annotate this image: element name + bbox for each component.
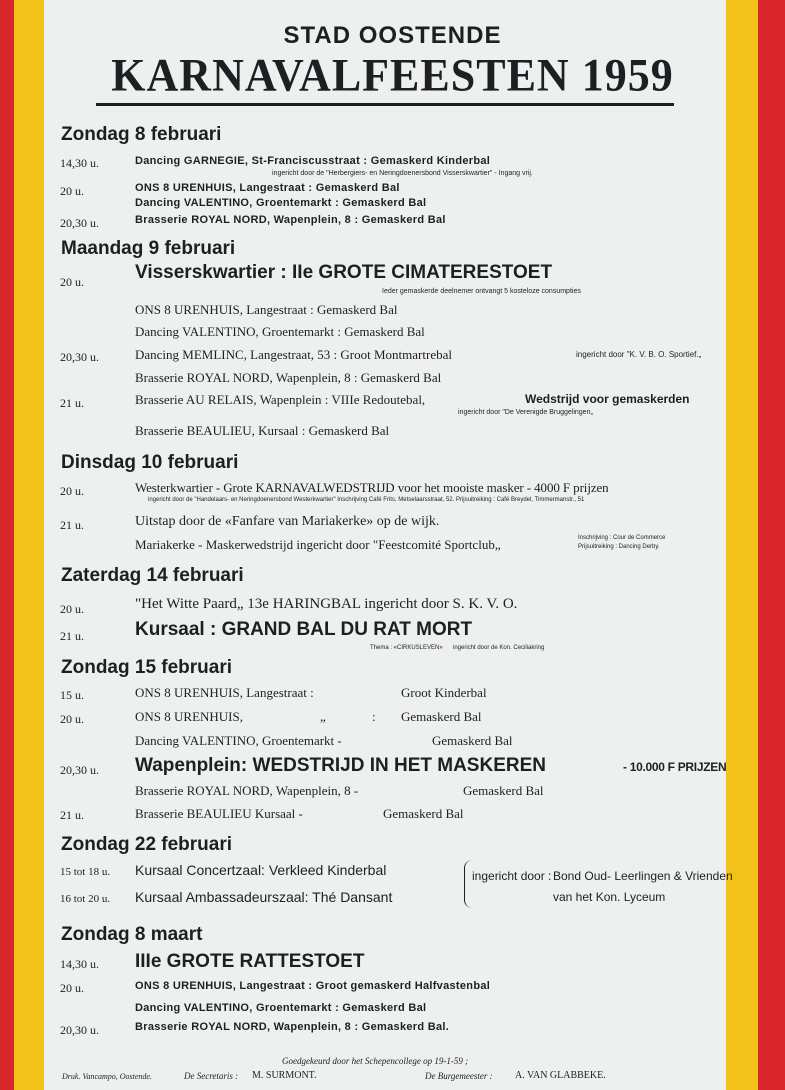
event-highlight: IIIe GROTE RATTESTOET: [135, 951, 365, 972]
event-time: 20,30 u.: [60, 350, 99, 364]
event-text: Dancing VALENTINO, Groentemarkt : Gemaskerd Bal: [135, 197, 427, 209]
event-text: ONS 8 URENHUIS, Langestraat : Gemaskerd Bal: [135, 182, 400, 194]
day-heading: Zondag 8 februari: [61, 124, 222, 145]
event-highlight: Wapenplein: WEDSTRIJD IN HET MASKEREN: [135, 755, 546, 776]
event-text: Gemaskerd Bal: [401, 709, 482, 724]
event-time: 14,30 u.: [60, 957, 99, 971]
event-text: Dancing VALENTINO, Groentemarkt : Gemaskerd Bal: [135, 324, 425, 339]
event-time: 21 u.: [60, 396, 84, 410]
event-time: 15 tot 18 u.: [60, 866, 111, 878]
event-time: 21 u.: [60, 629, 84, 643]
event-note: Ieder gemaskerde deelnemer ontvangt 5 kosteloze consumpties: [382, 288, 581, 295]
event-text: Dancing MEMLINC, Langestraat, 53 : Groot Montmartrebal: [135, 347, 452, 362]
event-text: ONS 8 URENHUIS,: [135, 709, 243, 724]
event-text: Gemaskerd Bal: [432, 733, 513, 748]
event-colon: :: [372, 709, 376, 724]
approval-note: Goedgekeurd door het Schepencollege op 19-1-59 ;: [282, 1056, 469, 1066]
event-text-bold: Wedstrijd voor gemaskerden: [525, 392, 690, 406]
event-text: Brasserie AU RELAIS, Wapenplein : VIIIe Redoutebal,: [135, 392, 426, 407]
event-text: Brasserie BEAULIEU, Kursaal : Gemaskerd Bal: [135, 423, 390, 438]
event-time: 20 u.: [60, 275, 84, 289]
event-text: Dancing VALENTINO, Groentemarkt -: [135, 733, 342, 748]
event-time: 20,30 u.: [60, 1023, 99, 1037]
event-text: Brasserie ROYAL NORD, Wapenplein, 8 : Gemaskerd Bal: [135, 370, 442, 385]
event-time: 21 u.: [60, 518, 84, 532]
event-text: ONS 8 URENHUIS, Langestraat : Groot gemaskerd Halfvastenbal: [135, 980, 491, 992]
event-text: Brasserie ROYAL NORD, Wapenplein, 8 -: [135, 783, 359, 798]
event-text: Gemaskerd Bal: [383, 806, 464, 821]
event-text: Brasserie ROYAL NORD, Wapenplein, 8 : Gemaskerd Bal.: [135, 1021, 450, 1033]
event-note: Prijsuitreiking : Dancing Derby.: [578, 544, 660, 550]
day-heading: Zondag 15 februari: [61, 657, 233, 678]
printer-credit: Druk. Vancampo, Oostende.: [62, 1072, 152, 1081]
event-text: Kursaal Concertzaal: Verkleed Kinderbal: [135, 862, 387, 878]
event-note: ingericht door "De Verenigde Bruggelingen„: [458, 409, 593, 416]
event-text: Mariakerke - Maskerwedstrijd ingericht door "Feestcomité Sportclub„: [135, 537, 501, 552]
event-time: 21 u.: [60, 808, 84, 822]
event-note: ingericht door de "Handelaars- en Neringdoenersbond Westerkwartier" Inschrijving Café Frits, Metselaarsstraat, 52. Prijsuitreiking : Café Breydel, Timmermanstr., 51: [148, 497, 585, 503]
event-text: "Het Witte Paard„ 13e HARINGBAL ingericht door S. K. V. O.: [135, 596, 518, 612]
event-text: Gemaskerd Bal: [463, 783, 544, 798]
event-time: 20 u.: [60, 981, 84, 995]
event-text: Dancing GARNEGIE, St-Franciscusstraat : Gemaskerd Kinderbal: [135, 155, 491, 167]
event-time: 20,30 u.: [60, 216, 99, 230]
day-heading: Zondag 22 februari: [61, 834, 233, 855]
day-heading: Maandag 9 februari: [61, 238, 236, 259]
event-time: 15 u.: [60, 688, 84, 702]
event-time: 20 u.: [60, 602, 84, 616]
day-heading: Dinsdag 10 februari: [61, 452, 239, 473]
day-heading: Zaterdag 14 februari: [61, 565, 244, 586]
event-text: Groot Kinderbal: [401, 685, 487, 700]
event-text: ONS 8 URENHUIS, Langestraat : Gemaskerd Bal: [135, 302, 398, 317]
event-time: 20,30 u.: [60, 763, 99, 777]
mayor-name: A. VAN GLABBEKE.: [515, 1070, 606, 1081]
event-time: 20 u.: [60, 712, 84, 726]
secretary-label: De Secretaris :: [184, 1071, 239, 1081]
organizer-line: van het Kon. Lyceum: [553, 890, 666, 904]
city-heading: STAD OOSTENDE: [283, 22, 502, 49]
event-time: 16 tot 20 u.: [60, 893, 111, 905]
event-prize: - 10.000 F PRIJZEN: [623, 760, 727, 774]
event-text: Westerkwartier - Grote KARNAVALWEDSTRIJD voor het mooiste masker - 4000 F prijzen: [135, 480, 609, 495]
brace: [464, 860, 473, 908]
event-time: 20 u.: [60, 184, 84, 198]
event-highlight: Kursaal : GRAND BAL DU RAT MORT: [135, 619, 473, 640]
mayor-label: De Burgemeester :: [425, 1071, 493, 1081]
event-note: ingericht door "K. V. B. O. Sportief.„: [576, 350, 702, 359]
day-heading: Zondag 8 maart: [61, 924, 203, 945]
event-text: ONS 8 URENHUIS, Langestraat :: [135, 685, 314, 700]
organizer-line: Bond Oud- Leerlingen & Vrienden: [553, 869, 733, 883]
event-text: Dancing VALENTINO, Groentemarkt : Gemaskerd Bal: [135, 1002, 427, 1014]
event-note: ingericht door de "Herbergiers- en Neringdoenersbond Visserskwartier" - Ingang vrij.: [272, 170, 533, 177]
event-text: Kursaal Ambassadeurszaal: Thé Dansant: [135, 889, 393, 905]
event-highlight: Visserskwartier : IIe GROTE CIMATERESTOET: [135, 262, 553, 283]
organizer-label: ingericht door :: [472, 869, 552, 883]
ditto-mark: „: [320, 709, 326, 724]
event-time: 14,30 u.: [60, 156, 99, 170]
event-time: 20 u.: [60, 484, 84, 498]
event-text: Uitstap door de «Fanfare van Mariakerke» op de wijk.: [135, 514, 440, 529]
secretary-name: M. SURMONT.: [252, 1070, 317, 1081]
event-note: Thema : «CIRKUSLEVEN»: [370, 645, 443, 651]
poster-title: KARNAVALFEESTEN 1959: [111, 49, 674, 102]
event-note: ingericht door de Kon. Ceciliakring: [453, 645, 545, 651]
event-text: Brasserie ROYAL NORD, Wapenplein, 8 : Gemaskerd Bal: [135, 214, 446, 226]
title-underline: [96, 103, 674, 106]
event-note: Inschrijving : Cour de Commerce: [578, 535, 666, 541]
event-text: Brasserie BEAULIEU Kursaal -: [135, 806, 303, 821]
